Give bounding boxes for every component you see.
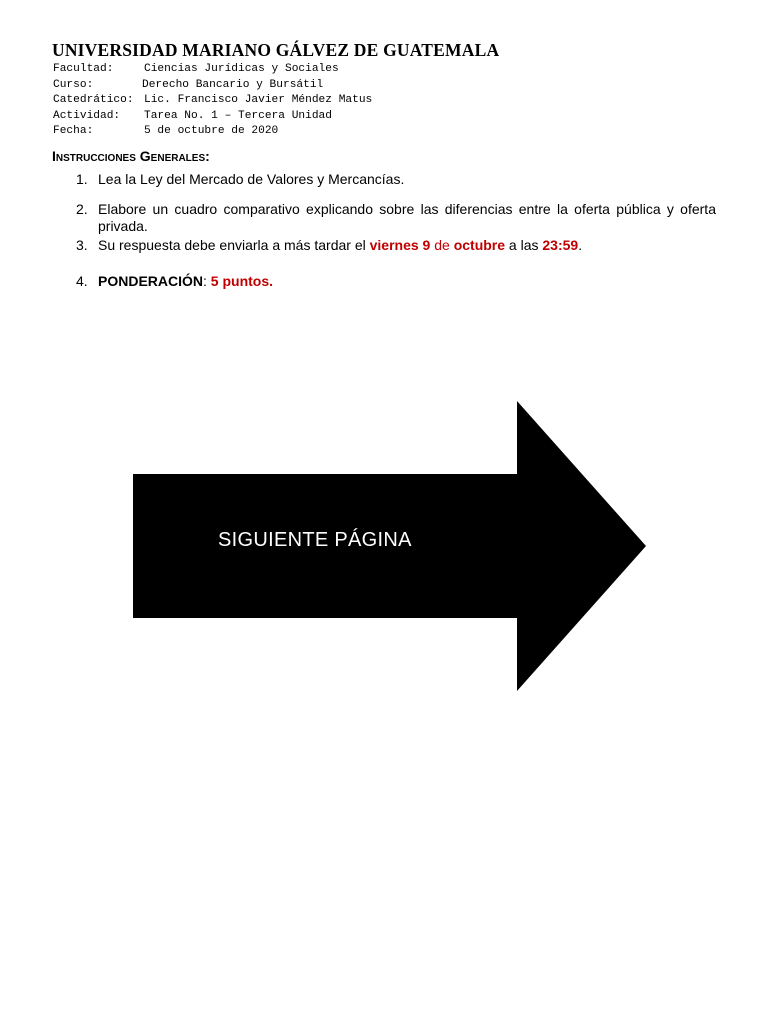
deadline-month: octubre bbox=[453, 237, 506, 253]
item-text: Lea la Ley del Mercado de Valores y Mercancías. bbox=[98, 171, 405, 187]
item-text-part: Su respuesta debe enviarla a más tardar el bbox=[98, 237, 370, 253]
meta-label: Fecha: bbox=[53, 125, 94, 137]
item-number: 4. bbox=[76, 273, 88, 289]
item-number: 2. bbox=[76, 201, 88, 217]
meta-value: Lic. Francisco Javier Méndez Matus bbox=[144, 94, 373, 106]
item-text-part: . bbox=[578, 237, 583, 253]
instructions-heading: Instrucciones Generales: bbox=[52, 148, 210, 164]
item-text-part: : bbox=[203, 273, 211, 289]
meta-value: Tarea No. 1 – Tercera Unidad bbox=[144, 109, 332, 122]
item-text-part: a las bbox=[505, 237, 543, 253]
deadline-time: 23:59 bbox=[542, 237, 579, 253]
meta-value: Derecho Bancario y Bursátil bbox=[142, 78, 324, 91]
meta-label: Facultad: bbox=[53, 63, 114, 75]
meta-value: 5 de octubre de 2020 bbox=[144, 125, 279, 137]
item-text: Elabore un cuadro comparativo explicando sobre las diferencias entre la oferta pública y oferta privada. bbox=[98, 201, 716, 234]
weight-label: PONDERACIÓN bbox=[98, 273, 204, 289]
arrow-label: SIGUIENTE PÁGINA bbox=[218, 529, 412, 551]
weight-value: 5 puntos. bbox=[210, 273, 274, 289]
item-number: 1. bbox=[76, 171, 88, 187]
deadline-day: viernes 9 bbox=[369, 237, 431, 253]
meta-label: Curso: bbox=[53, 78, 94, 91]
item-number: 3. bbox=[76, 237, 88, 253]
university-title: UNIVERSIDAD MARIANO GÁLVEZ DE GUATEMALA bbox=[52, 40, 500, 60]
meta-value: Ciencias Jurídicas y Sociales bbox=[144, 63, 339, 75]
deadline-de: de bbox=[430, 237, 454, 253]
meta-label: Catedrático: bbox=[53, 94, 134, 106]
meta-label: Actividad: bbox=[53, 109, 121, 122]
